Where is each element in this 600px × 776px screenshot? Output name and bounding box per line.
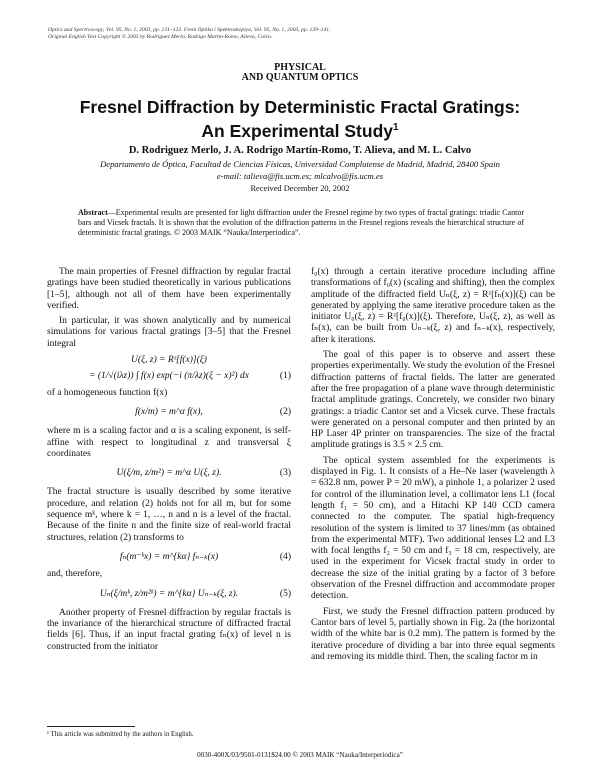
- equation-3: [47, 468, 291, 479]
- equation-number: (3): [279, 468, 291, 479]
- equation-1a: [47, 355, 291, 366]
- equation-4: [47, 552, 291, 563]
- title-footnote-mark: 1: [393, 122, 399, 133]
- right-column: [311, 267, 555, 663]
- title-line2-text: An Experimental Study: [201, 120, 393, 141]
- email-line: e-mail: talieva@fis.ucm.es; mlcalvo@fis.ucm.es: [216, 171, 384, 181]
- equation-text: f(x/m) = m^α f(x),: [135, 406, 203, 417]
- equation-text: fₙ(m⁻ᵏx) = m^{kα} fₙ₋ₖ(x): [119, 551, 219, 562]
- footnote: ¹ This article was submitted by the authors in English.: [47, 731, 194, 738]
- footnote-rule: [47, 726, 135, 727]
- paragraph: The fractal structure is usually described by some iterative procedure, and relation (2) holds not for all m, but for some sequence mᵏ, where k = 1, …, n and n is a level of the fractal. Because of the finite n and the finite size of real-world fractal structures, relation (2) transforms to: [47, 487, 291, 543]
- title-line2: [0, 118, 600, 141]
- paragraph: In particular, it was shown analytically and by numerical simulations for various fractal gratings [3–5] that the Fresnel integral: [47, 316, 291, 349]
- equation-text: U(ξ, z) = Rᶻ[f(x)](ξ): [131, 355, 207, 366]
- paragraph: The goal of this paper is to observe and assert these properties experimentally. We study the evolution of the Fresnel diffraction patterns of fractal fields. The latter are generated after the free propagation of a plane wave through deterministic fractal amplitude gratings. Concretely, we consider two binary gratings: a triadic Cantor set and a Vicsek curve. These fractals were generated on a personal computer and then printed by an HP Laser 4P printer on transparencies. The size of the fractal amplitude gratings is 3.5 × 2.5 cm.: [311, 350, 555, 451]
- page-footer: 0030-400X/03/9501-0131$24.00 © 2003 MAIK “Nauka/Interperiodica”: [197, 751, 403, 759]
- equation-number: (1): [279, 371, 291, 382]
- equation-number: (4): [279, 551, 291, 562]
- equation-1b: [47, 371, 291, 382]
- paragraph: First, we study the Fresnel diffraction pattern produced by Cantor bars of level 5, partially shown in Fig. 2a (the horizontal width of the white bar is 0.2 mm). The pattern is formed by the iterative procedure of dividing a bar into three equal segments and removing its middle third. Then, the scaling factor m in: [311, 606, 555, 662]
- left-column: [47, 267, 291, 653]
- received-date: Received December 20, 2002: [250, 184, 350, 193]
- paragraph: The main properties of Fresnel diffraction by regular fractal gratings have been studied theoretically in various publications [1–5], although not all of them have been experimentally verified.: [47, 267, 291, 311]
- equation-5: [47, 589, 291, 600]
- abstract-text: —Experimental results are presented for light diffraction under the Fresnel regime by two types of fractal gratings: triadic Cantor bars and Vicsek fractals. It is shown that the evolution of the diffraction patterns in the Fresnel regions reveals the hierarchical structure of deterministic fractal gratings. © 2003 MAIK “Nauka/Interperiodica”.: [78, 208, 524, 237]
- abstract-label: Abstract: [78, 208, 108, 217]
- paragraph: Another property of Fresnel diffraction by regular fractals is the invariance of the hierarchical structure of diffracted fractal fields [6]. Thus, if an input fractal grating fₙ(x) of level n is constructed from the initiator: [47, 607, 291, 652]
- paragraph: of a homogeneous function f(x): [47, 387, 168, 398]
- journal-header: [48, 27, 330, 41]
- authors: D. Rodriguez Merlo, J. A. Rodrigo Martín-Romo, T. Alieva, and M. L. Calvo: [128, 145, 472, 156]
- equation-text: Uₙ(ξ/mᵏ, z/m²ᵏ) = m^{kα} Uₙ₋ₖ(ξ, z).: [99, 588, 239, 599]
- journal-header-line1: Optics and Spectroscopy, Vol. 95, No. 1, 2003, pp. 131–133. From Optika i Spektroskopiya, Vol. 95, No. 1, 2003, pp. 139–141.: [48, 27, 331, 33]
- equation-number: (5): [279, 588, 291, 599]
- section-line1: PHYSICAL: [274, 62, 326, 73]
- equation-number: (2): [279, 406, 291, 417]
- paragraph: and, therefore,: [47, 569, 103, 580]
- title-line1: Fresnel Diffraction by Deterministic Fractal Gratings:: [79, 97, 521, 117]
- affiliation: Departamento de Óptica, Facultad de Ciencias Físicas, Universidad Complutense de Madrid, Madrid, 28400 Spain: [100, 159, 500, 169]
- equation-text: = (1/√(iλz)) ∫ f(x) exp(−i (π/λz)(ξ − x)²) dx: [89, 371, 249, 382]
- paragraph: The optical system assembled for the experiments is displayed in Fig. 1. It consists of a He–Ne laser (wavelength λ = 632.8 nm, power P = 20 mW), a pinhole 1, a polarizer 2 used for control of the illumination level, a collimator lens L1 (focal length f₁ = 50 cm), and a Hitachi KP 140 CCD camera connected to the computer. The spatial high-frequency resolution of the system is limited to 37 lines/mm (as obtained from the experimental MTF). Two additional lenses L2 and L3 with focal lengths f₂ = 50 cm and f₃ = 18 cm, respectively, are used in the experiment for Vicsek fractal study in order to decrease the size of the initial grating by a factor of 3 before observation of the Fresnel diffraction and accommodate proper detection.: [311, 455, 555, 602]
- equation-text: U(ξ/m, z/m²) = m^α U(ξ, z).: [116, 468, 222, 479]
- equation-2: [47, 407, 291, 418]
- paragraph: where m is a scaling factor and α is a scaling exponent, is self-affine with respect to longitudinal z and transversal ξ coordinates: [47, 426, 291, 459]
- abstract: [78, 208, 524, 238]
- section-line2: AND QUANTUM OPTICS: [241, 72, 359, 83]
- paragraph: f₀(x) through a certain iterative procedure including affine transformations of f₀(x) (scaling and shifting), then the complex amplitude of the diffracted field Uₙ(ξ, z) = Rᶻ[fₙ(x)](ξ) can be generated by applying the same iterative procedure taken as the initiator U₀(ξ, z) = Rᶻ[f₀(x)](ξ). Therefore, Uₙ(ξ, z), as well as fₙ(x), can be built from Uₙ₋ₖ(ξ, z) and fₙ₋ₖ(x), respectively, after k iterations.: [311, 267, 555, 345]
- journal-header-line2: Original English Text Copyright © 2003 by Rodriguez Merlo, Rodrigo Martín-Romo, Alieva, Calvo.: [48, 34, 273, 40]
